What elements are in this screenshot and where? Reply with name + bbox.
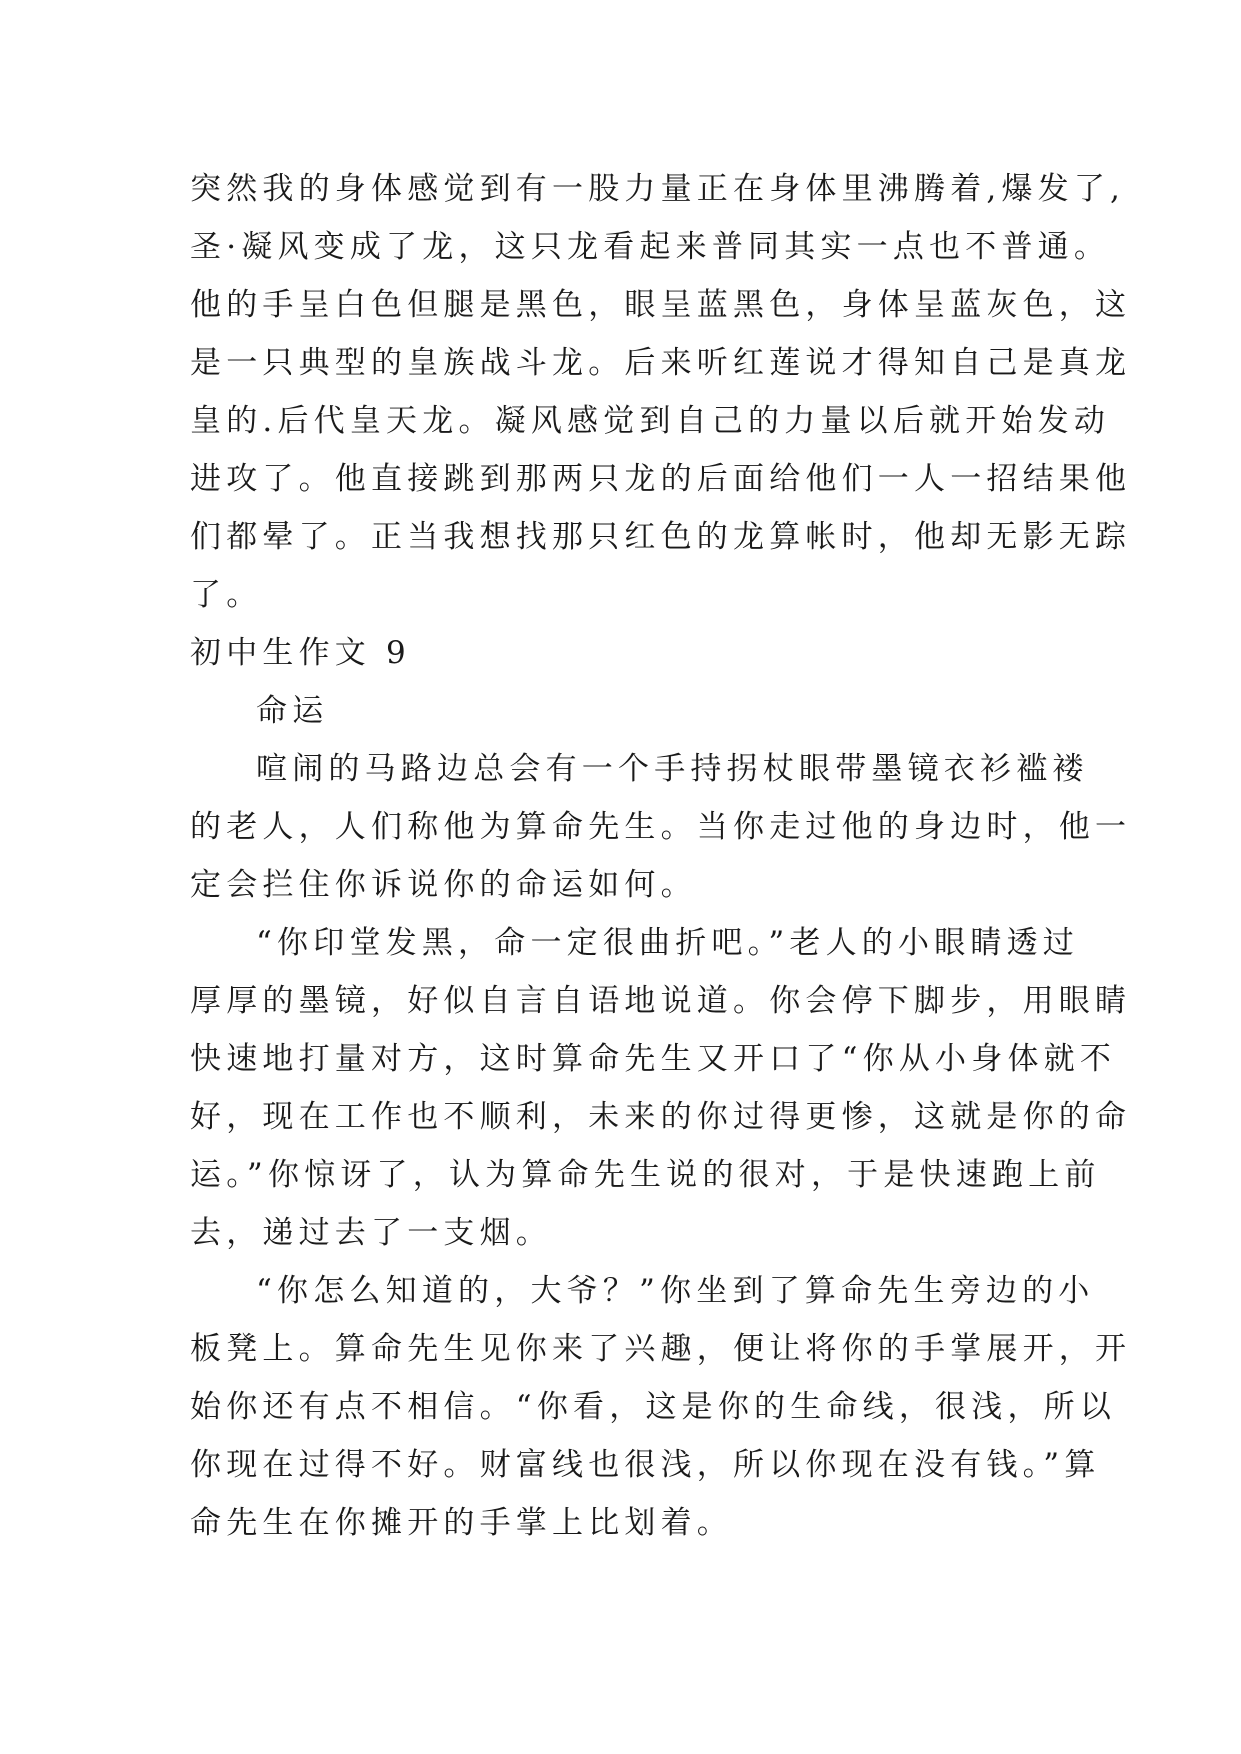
section-heading: 初中生作文 9 xyxy=(190,635,411,671)
document-body xyxy=(190,160,1132,1552)
text-line: 是一只典型的皇族战斗龙。后来听红莲说才得知自己是真龙 xyxy=(190,345,1132,381)
text-line: 板凳上。算命先生见你来了兴趣，便让将你的手掌展开，开 xyxy=(190,1331,1132,1367)
text-line: 了。 xyxy=(190,577,263,613)
paragraph-start-line: 喧闹的马路边总会有一个手持拐杖眼带墨镜衣衫褴褛 xyxy=(256,751,1089,787)
text-line: 们都晕了。正当我想找那只红色的龙算帐时，他却无影无踪 xyxy=(190,519,1132,555)
text-line: 好，现在工作也不顺利，未来的你过得更惨，这就是你的命 xyxy=(190,1099,1132,1135)
text-line: 圣·凝风变成了龙，这只龙看起来普同其实一点也不普通。 xyxy=(190,229,1111,265)
text-line: 定会拦住你诉说你的命运如何。 xyxy=(190,867,697,903)
text-line: 皇的.后代皇天龙。凝风感觉到自己的力量以后就开始发动 xyxy=(190,403,1111,439)
text-line: 去，递过去了一支烟。 xyxy=(190,1215,552,1251)
text-line: 快速地打量对方，这时算命先生又开口了“你从小身体就不 xyxy=(190,1041,1117,1077)
essay-title: 命运 xyxy=(256,693,329,729)
text-line: 你现在过得不好。财富线也很浅，所以你现在没有钱。”算 xyxy=(190,1447,1101,1483)
paragraph-start-line: “你印堂发黑，命一定很曲折吧。”老人的小眼睛透过 xyxy=(256,925,1079,961)
text-line: 运。”你惊讶了，认为算命先生说的很对，于是快速跑上前 xyxy=(190,1157,1101,1193)
text-line: 始你还有点不相信。“你看，这是你的生命线，很浅，所以 xyxy=(190,1389,1117,1425)
text-line: 命先生在你摊开的手掌上比划着。 xyxy=(190,1505,733,1541)
text-line: 突然我的身体感觉到有一股力量正在身体里沸腾着,爆发了, xyxy=(190,171,1126,207)
paragraph-start-line: “你怎么知道的，大爷？”你坐到了算命先生旁边的小 xyxy=(256,1273,1095,1309)
text-line: 的老人，人们称他为算命先生。当你走过他的身边时，他一 xyxy=(190,809,1132,845)
text-line: 厚厚的墨镜，好似自言自语地说道。你会停下脚步，用眼睛 xyxy=(190,983,1132,1019)
text-line: 他的手呈白色但腿是黑色，眼呈蓝黑色，身体呈蓝灰色，这 xyxy=(190,287,1132,323)
text-line: 进攻了。他直接跳到那两只龙的后面给他们一人一招结果他 xyxy=(190,461,1132,497)
